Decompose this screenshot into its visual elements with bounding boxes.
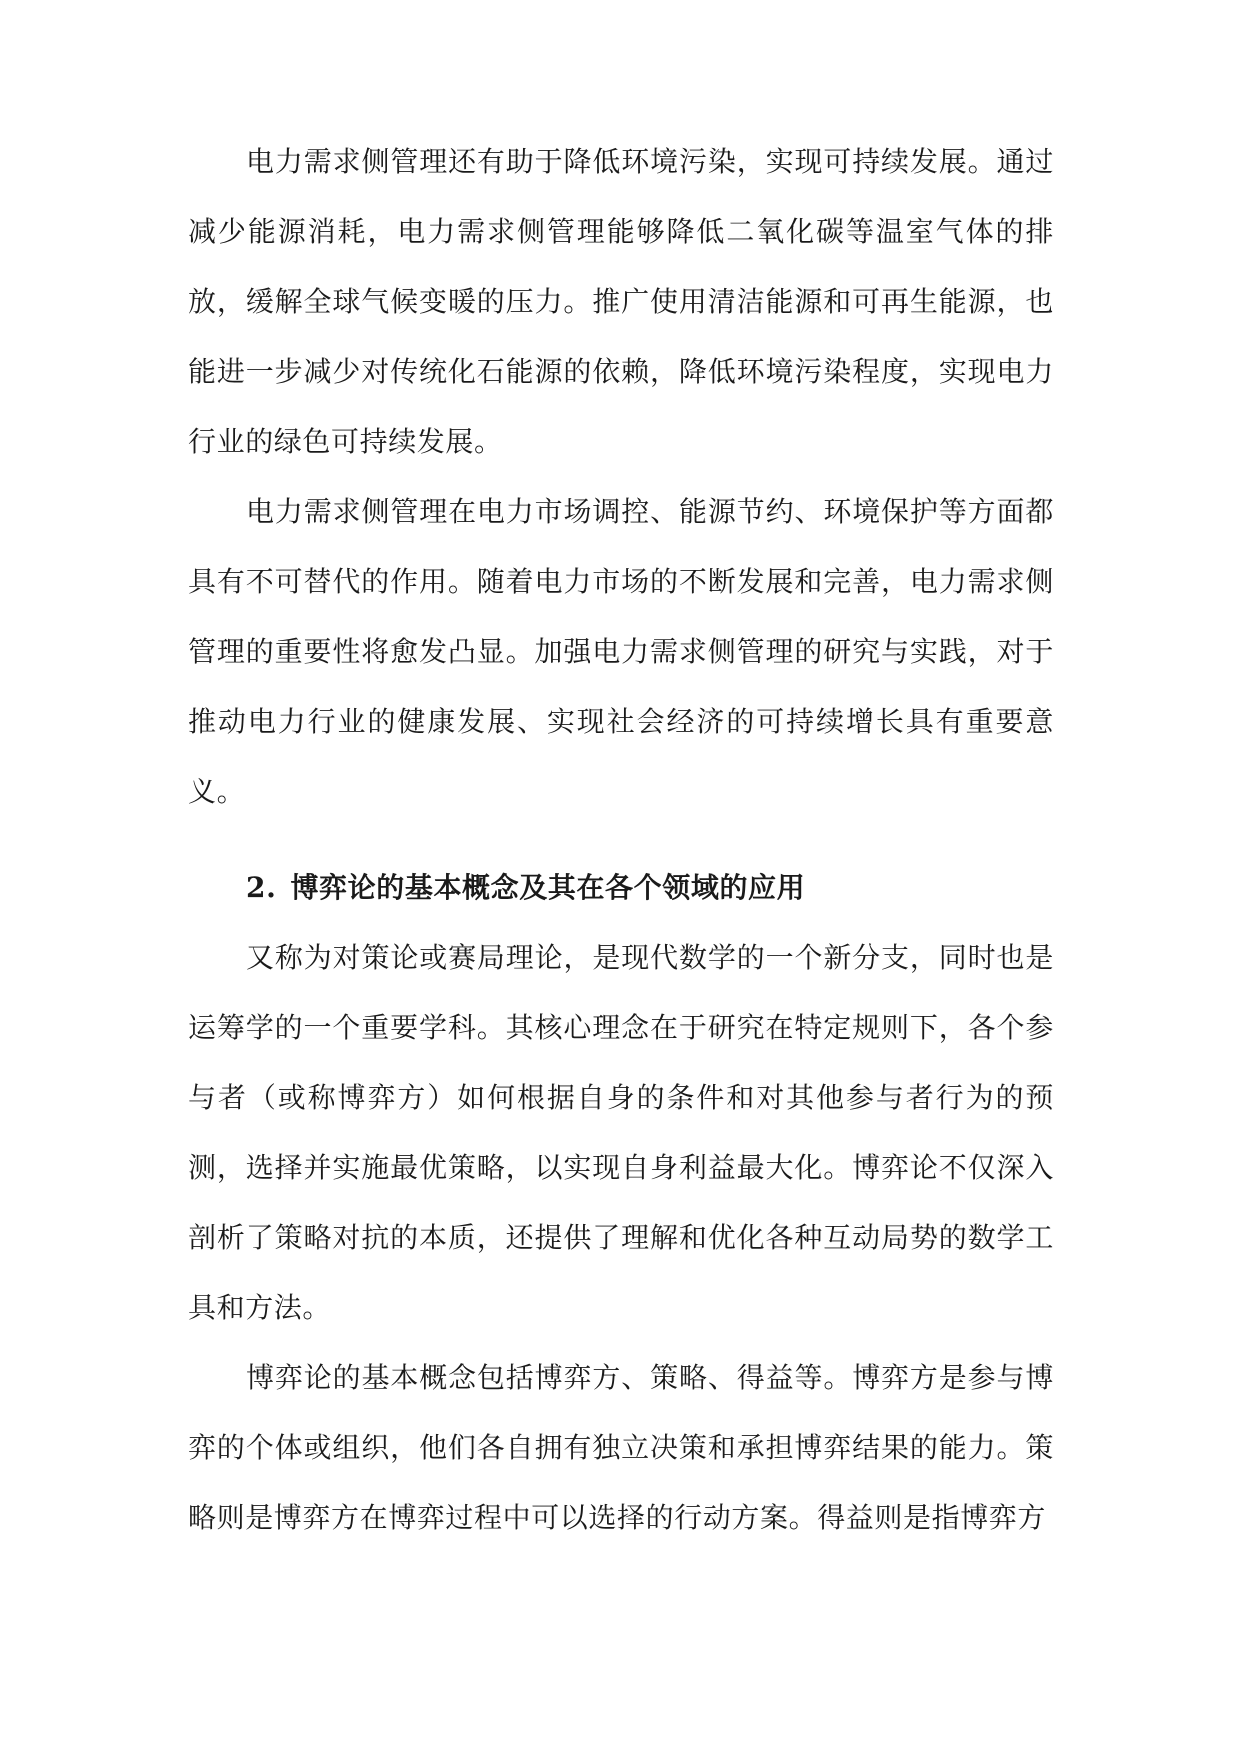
paragraph-game-theory-definition: 又称为对策论或赛局理论，是现代数学的一个新分支，同时也是运筹学的一个重要学科。其核心理念在于研究在特定规则下，各个参与者（或称博弈方）如何根据自身的条件和对其他参与者行为的预测，选择并实施最优策略，以实现自身利益最大化。博弈论不仅深入剖析了策略对抗的本质，还提供了理解和优化各种互动局势的数学工具和方法。: [188, 941, 1054, 1324]
paragraph-game-theory-concepts: 博弈论的基本概念包括博弈方、策略、得益等。博弈方是参与博弈的个体或组织，他们各自拥有独立决策和承担博弈结果的能力。策略则是博弈方在博弈过程中可以选择的行动方案。得益则是指博弈方: [188, 1361, 1054, 1534]
body-text-before: [188, 127, 1054, 827]
body-text-after: [188, 923, 1054, 1553]
paragraph-environment: 电力需求侧管理还有助于降低环境污染，实现可持续发展。通过减少能源消耗，电力需求侧管理能够降低二氧化碳等温室气体的排放，缓解全球气候变暖的压力。推广使用清洁能源和可再生能源，也能进一步减少对传统化石能源的依赖，降低环境污染程度，实现电力行业的绿色可持续发展。: [188, 145, 1054, 458]
section-heading: [246, 853, 805, 923]
section-title: 博弈论的基本概念及其在各个领域的应用: [290, 871, 806, 904]
paragraph-importance: 电力需求侧管理在电力市场调控、能源节约、环境保护等方面都具有不可替代的作用。随着电力市场的不断发展和完善，电力需求侧管理的重要性将愈发凸显。加强电力需求侧管理的研究与实践，对于推动电力行业的健康发展、实现社会经济的可持续增长具有重要意义。: [188, 495, 1054, 808]
section-number: 2.: [246, 871, 277, 904]
